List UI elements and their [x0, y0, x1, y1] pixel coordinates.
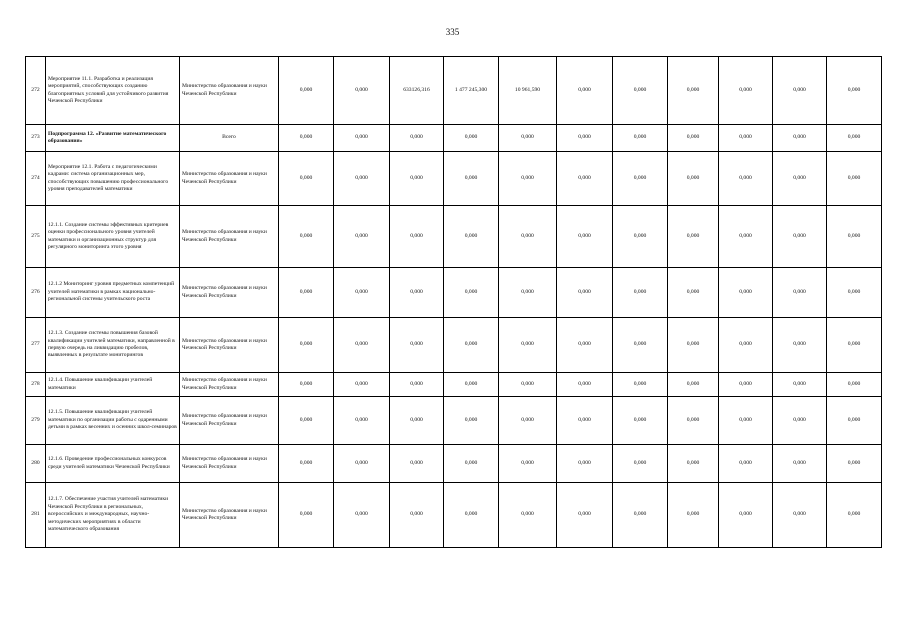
value-cell: 0,000: [557, 152, 613, 206]
value-cell: 0,000: [499, 268, 557, 318]
activity-name: 12.1.6. Проведение профессиональных конкурсов среди учителей математики Чеченской Республики: [46, 445, 180, 483]
executor: Всего: [180, 125, 279, 152]
activity-name: Мероприятие 11.1. Разработка и реализация мероприятий, способствующих созданию благоприятных условий для устойчивого развития Чеченской Республики: [46, 57, 180, 125]
value-cell: 0,000: [719, 125, 773, 152]
value-cell: 0,000: [613, 445, 668, 483]
value-cell: 0,000: [773, 152, 827, 206]
value-cell: 0,000: [279, 125, 334, 152]
row-number: 274: [26, 152, 46, 206]
value-cell: 0,000: [334, 268, 390, 318]
value-cell: 0,000: [668, 152, 719, 206]
activity-name: 12.1.3. Создание системы повышения базовой квалификации учителей математики, направленной в первую очередь на ликвидацию пробелов, выявленных в результате мониторингов: [46, 318, 180, 373]
value-cell: 0,000: [668, 318, 719, 373]
executor: Министерство образования и науки Чеченской Республики: [180, 483, 279, 548]
table-body: [26, 57, 882, 548]
value-cell: 0,000: [827, 397, 882, 445]
row-number: 281: [26, 483, 46, 548]
value-cell: 0,000: [334, 206, 390, 268]
value-cell: 0,000: [827, 152, 882, 206]
value-cell: 0,000: [613, 57, 668, 125]
value-cell: 0,000: [668, 57, 719, 125]
executor: Министерство образования и науки Чеченской Республики: [180, 445, 279, 483]
value-cell: 0,000: [390, 268, 444, 318]
value-cell: 0,000: [827, 373, 882, 397]
value-cell: 0,000: [334, 397, 390, 445]
value-cell: 0,000: [390, 318, 444, 373]
value-cell: 0,000: [499, 373, 557, 397]
value-cell: 0,000: [827, 268, 882, 318]
value-cell: 0,000: [613, 373, 668, 397]
value-cell: 0,000: [334, 152, 390, 206]
value-cell: 0,000: [390, 483, 444, 548]
value-cell: 0,000: [557, 268, 613, 318]
table-row: [26, 445, 882, 483]
value-cell: 0,000: [719, 483, 773, 548]
value-cell: 0,000: [444, 397, 499, 445]
table-row: [26, 57, 882, 125]
value-cell: 0,000: [613, 397, 668, 445]
value-cell: 0,000: [827, 206, 882, 268]
value-cell: 0,000: [719, 152, 773, 206]
row-number: 273: [26, 125, 46, 152]
value-cell: 0,000: [827, 125, 882, 152]
table-row: [26, 397, 882, 445]
value-cell: 0,000: [279, 373, 334, 397]
table-row: [26, 152, 882, 206]
value-cell: 0,000: [668, 483, 719, 548]
value-cell: 0,000: [827, 483, 882, 548]
value-cell: 0,000: [390, 397, 444, 445]
value-cell: 0,000: [444, 125, 499, 152]
value-cell: 0,000: [668, 206, 719, 268]
value-cell: 0,000: [557, 445, 613, 483]
row-number: 277: [26, 318, 46, 373]
value-cell: 0,000: [557, 57, 613, 125]
value-cell: 0,000: [613, 268, 668, 318]
value-cell: 0,000: [279, 397, 334, 445]
row-number: 275: [26, 206, 46, 268]
value-cell: 0,000: [279, 268, 334, 318]
value-cell: 0,000: [719, 445, 773, 483]
value-cell: 0,000: [444, 445, 499, 483]
value-cell: 0,000: [773, 445, 827, 483]
value-cell: 0,000: [719, 57, 773, 125]
value-cell: 0,000: [773, 397, 827, 445]
value-cell: 0,000: [613, 206, 668, 268]
value-cell: 0,000: [499, 125, 557, 152]
value-cell: 0,000: [668, 397, 719, 445]
value-cell: 0,000: [773, 125, 827, 152]
value-cell: 0,000: [719, 318, 773, 373]
value-cell: 0,000: [827, 318, 882, 373]
value-cell: 0,000: [279, 152, 334, 206]
subprogram-title: Подпрограмма 12. «Развитие математического образования»: [46, 125, 180, 152]
value-cell: 0,000: [668, 373, 719, 397]
value-cell: 0,000: [334, 373, 390, 397]
value-cell: 0,000: [557, 483, 613, 548]
page-number: 335: [445, 27, 460, 37]
executor: Министерство образования и науки Чеченской Республики: [180, 397, 279, 445]
value-cell: 0,000: [668, 445, 719, 483]
value-cell: 0,000: [668, 125, 719, 152]
executor: Министерство образования и науки Чеченской Республики: [180, 206, 279, 268]
value-cell: 0,000: [334, 125, 390, 152]
value-cell: 0,000: [499, 318, 557, 373]
table-row: [26, 206, 882, 268]
value-cell: 0,000: [773, 373, 827, 397]
value-cell: 0,000: [668, 268, 719, 318]
value-cell: 1 477 245,300: [444, 57, 499, 125]
value-cell: 0,000: [773, 206, 827, 268]
value-cell: 0,000: [557, 373, 613, 397]
value-cell: 0,000: [557, 318, 613, 373]
value-cell: 0,000: [390, 373, 444, 397]
value-cell: 0,000: [390, 206, 444, 268]
value-cell: 0,000: [773, 268, 827, 318]
value-cell: 0,000: [444, 318, 499, 373]
value-cell: 0,000: [499, 206, 557, 268]
table-row: [26, 483, 882, 548]
value-cell: 633126,316: [390, 57, 444, 125]
value-cell: 0,000: [719, 268, 773, 318]
value-cell: 0,000: [719, 373, 773, 397]
executor: Министерство образования и науки Чеченской Республики: [180, 57, 279, 125]
executor: Министерство образования и науки Чеченской Республики: [180, 318, 279, 373]
table-row: [26, 373, 882, 397]
value-cell: 0,000: [827, 445, 882, 483]
executor: Министерство образования и науки Чеченской Республики: [180, 373, 279, 397]
value-cell: 0,000: [334, 445, 390, 483]
table-row: [26, 125, 882, 152]
value-cell: 0,000: [557, 397, 613, 445]
table-row: [26, 268, 882, 318]
value-cell: 0,000: [719, 206, 773, 268]
value-cell: 0,000: [613, 483, 668, 548]
value-cell: 0,000: [390, 152, 444, 206]
activity-name: 12.1.2 Мониторинг уровня предметных компетенций учителей математики в рамках национально-региональной системы учительского роста: [46, 268, 180, 318]
value-cell: 0,000: [557, 125, 613, 152]
table-row: [26, 318, 882, 373]
value-cell: 0,000: [719, 397, 773, 445]
value-cell: 10 961,590: [499, 57, 557, 125]
value-cell: 0,000: [279, 483, 334, 548]
activity-name: 12.1.7. Обеспечение участия учителей математики Чеченской Республики в региональных, всероссийских и международных, научно-методических мероприятиях в области математического образования: [46, 483, 180, 548]
row-number: 276: [26, 268, 46, 318]
value-cell: 0,000: [334, 318, 390, 373]
value-cell: 0,000: [444, 152, 499, 206]
value-cell: 0,000: [773, 318, 827, 373]
value-cell: 0,000: [390, 445, 444, 483]
row-number: 280: [26, 445, 46, 483]
value-cell: 0,000: [279, 57, 334, 125]
value-cell: 0,000: [499, 445, 557, 483]
activity-name: 12.1.5. Повышение квалификации учителей математики по организации работы с одаренными детьми в рамках весенних и осенних школ-семинаров: [46, 397, 180, 445]
activity-name: 12.1.1. Создание системы эффективных критериев оценки профессионального уровня учителей математики и организационных структур для регулярного мониторинга этого уровня: [46, 206, 180, 268]
value-cell: 0,000: [613, 318, 668, 373]
value-cell: 0,000: [444, 206, 499, 268]
value-cell: 0,000: [279, 206, 334, 268]
value-cell: 0,000: [444, 483, 499, 548]
executor: Министерство образования и науки Чеченской Республики: [180, 268, 279, 318]
row-number: 278: [26, 373, 46, 397]
value-cell: 0,000: [499, 397, 557, 445]
value-cell: 0,000: [499, 483, 557, 548]
value-cell: 0,000: [773, 483, 827, 548]
value-cell: 0,000: [390, 125, 444, 152]
value-cell: 0,000: [279, 445, 334, 483]
value-cell: 0,000: [613, 152, 668, 206]
activity-name: Мероприятие 12.1. Работа с педагогическими кадрами: система организационных мер, способствующих повышению профессионального уровня преподавателей математики: [46, 152, 180, 206]
budget-table: [25, 56, 882, 548]
value-cell: 0,000: [444, 268, 499, 318]
value-cell: 0,000: [444, 373, 499, 397]
value-cell: 0,000: [773, 57, 827, 125]
executor: Министерство образования и науки Чеченской Республики: [180, 152, 279, 206]
value-cell: 0,000: [334, 57, 390, 125]
value-cell: 0,000: [334, 483, 390, 548]
activity-name: 12.1.4. Повышение квалификации учителей математики: [46, 373, 180, 397]
value-cell: 0,000: [827, 57, 882, 125]
row-number: 279: [26, 397, 46, 445]
value-cell: 0,000: [279, 318, 334, 373]
value-cell: 0,000: [557, 206, 613, 268]
row-number: 272: [26, 57, 46, 125]
value-cell: 0,000: [499, 152, 557, 206]
value-cell: 0,000: [613, 125, 668, 152]
